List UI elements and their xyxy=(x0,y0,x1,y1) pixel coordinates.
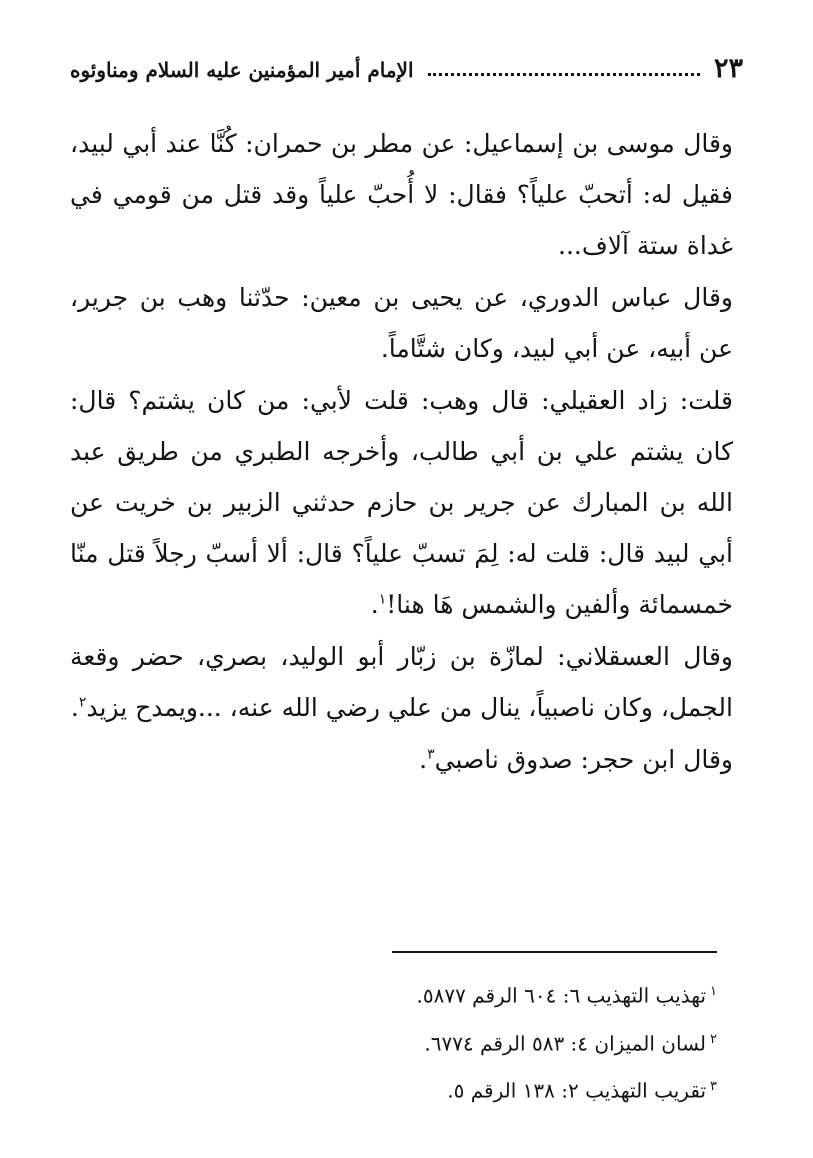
footnote-text: تقريب التهذيب ٢: ١٣٨ الرقم ٥. xyxy=(447,1078,707,1103)
body-text xyxy=(70,118,733,785)
paragraph-text: وقال موسى بن إسماعيل: عن مطر بن حمران: كُنَّا عند أبي لبيد، فقيل له: أتحبّ علياً؟ فقال: لا أُحبّ علياً وقد قتل من قومي في غداة ستة آلاف... xyxy=(70,129,733,260)
paragraph-text: وقال العسقلاني: لمازّة بن زبّار أبو الوليد، بصري، حضر وقعة الجمل، وكان ناصبياً، ينال من علي رضي الله عنه، ...ويمدح يزيد xyxy=(70,642,733,722)
footnote-number: ١ xyxy=(710,984,717,999)
paragraph-text: وقال عباس الدوري، عن يحيى بن معين: حدّثنا وهب بن جرير، عن أبيه، عن أبي لبيد، وكان شتَّاماً. xyxy=(70,283,733,363)
paragraph-tail: . xyxy=(370,590,379,619)
footnote-marker[interactable]: ١ xyxy=(378,591,387,608)
footnote-3 xyxy=(70,1065,717,1113)
footnote-2 xyxy=(70,1018,717,1066)
page-number: ٢٣ xyxy=(713,53,743,84)
footnote-separator xyxy=(392,951,717,953)
footnote-text: تهذيب التهذيب ٦: ٦٠٤ الرقم ٥٨٧٧. xyxy=(416,983,707,1008)
paragraph-text: قلت: زاد العقيلي: قال وهب: قلت لأبي: من كان يشتم؟ قال: كان يشتم علي بن أبي طالب، وأخرجه الطبري من طريق عبد الله بن المبارك عن جرير بن حازم حدثني الزبير بن خريت عن أبي لبيد قال: قلت له: لِمَ تسبّ علياً؟ قال: ألا أسبّ رجلاً قتل منّا خمسمائة وألفين والشمس هَا هنا! xyxy=(70,386,733,619)
paragraph-1 xyxy=(70,118,733,271)
footnotes xyxy=(70,970,717,1113)
running-title: الإمام أمير المؤمنين عليه السلام ومناوئوه xyxy=(70,58,414,82)
paragraph-2 xyxy=(70,272,733,374)
paragraph-5 xyxy=(70,734,733,785)
footnote-text: لسان الميزان ٤: ٥٨٣ الرقم ٦٧٧٤. xyxy=(424,1031,707,1056)
paragraph-tail: . xyxy=(419,745,428,774)
footnote-number: ٢ xyxy=(710,1031,717,1047)
paragraph-tail: . xyxy=(70,693,79,722)
footnote-marker[interactable]: ٢ xyxy=(78,694,87,711)
paragraph-3 xyxy=(70,375,733,630)
header-dot-leader xyxy=(428,72,700,76)
paragraph-text: وقال ابن حجر: صدوق ناصبي xyxy=(434,745,733,774)
footnote-marker[interactable]: ٣ xyxy=(427,746,435,763)
footnote-1 xyxy=(70,970,717,1018)
paragraph-4 xyxy=(70,631,733,733)
footnote-number: ٣ xyxy=(710,1079,717,1095)
page-header xyxy=(70,44,743,84)
